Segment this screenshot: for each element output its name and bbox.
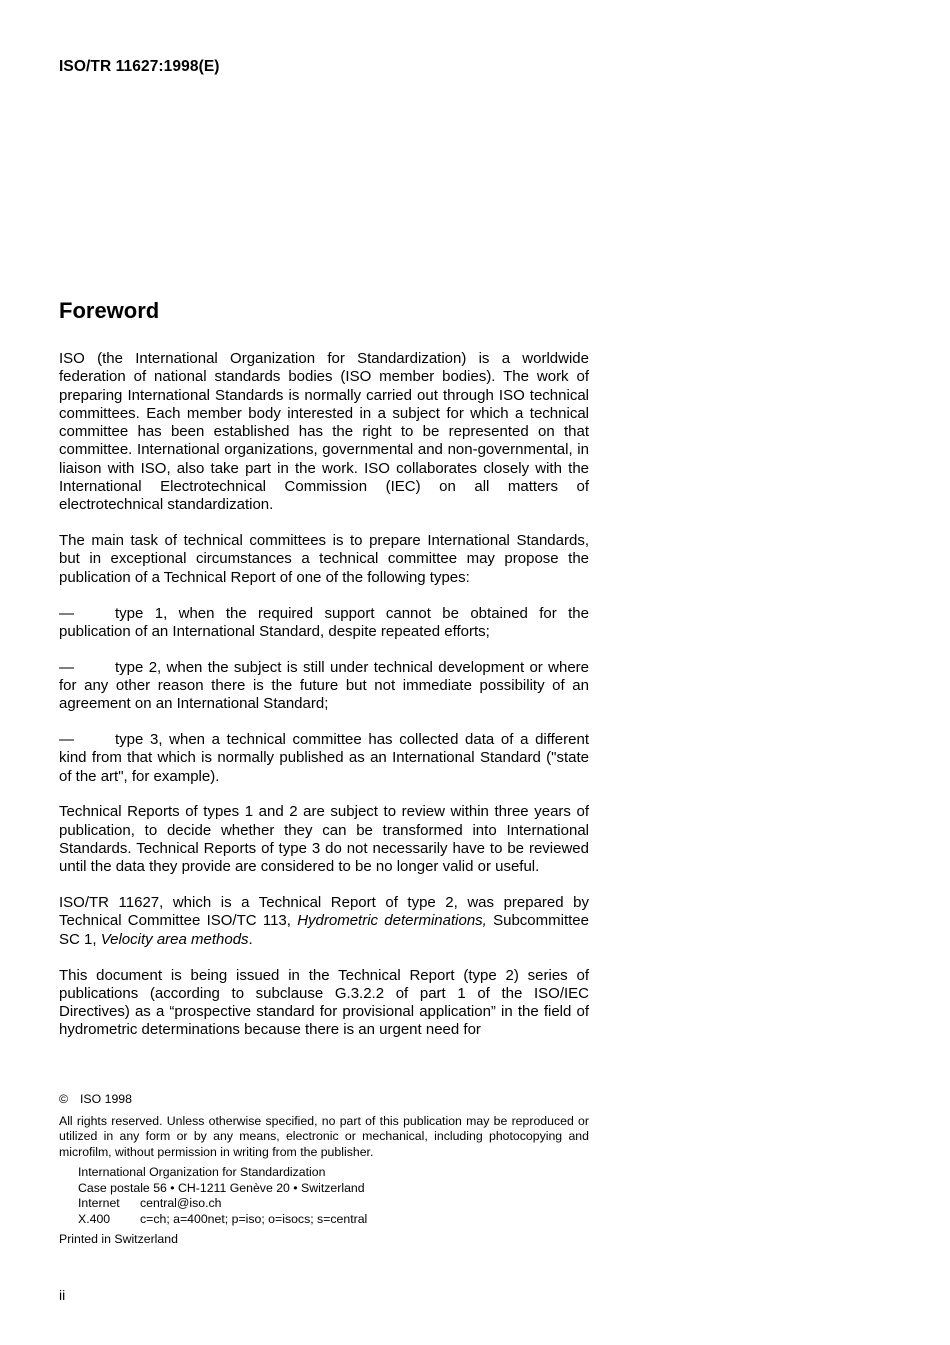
- paragraph-iso-intro: ISO (the International Organization for Standardization) is a worldwide federation of national standards bodies (ISO member bodies). The work of preparing International Standards is normally carried out through ISO technical committees. Each member body interested in a subject for which a technical committee has been established has the right to be represented on that committee. International organizations, governmental and non-governmental, in liaison with ISO, also take part in the work. ISO collaborates closely with the International Electrotechnical Commission (IEC) on all matters of electrotechnical standardization.: [59, 350, 589, 514]
- copyright-line: [59, 1092, 589, 1108]
- list-item-text: type 2, when the subject is still under technical development or where for any other reason there is the future but not immediate possibility of an agreement on an International Standard;: [59, 658, 589, 713]
- page-title: Foreword: [59, 298, 160, 323]
- list-dash: —: [59, 731, 74, 749]
- text-run: .: [248, 930, 253, 948]
- list-dash: —: [59, 604, 74, 622]
- page-number: ii: [59, 1287, 66, 1303]
- paragraph-prepared-by: [59, 894, 589, 949]
- list-item-type-2: [59, 659, 589, 714]
- postal-address: Case postale 56 • CH-1211 Genève 20 • Switzerland: [78, 1180, 365, 1195]
- x400-value: c=ch; a=400net; p=iso; o=isocs; s=central: [140, 1211, 368, 1226]
- paragraph-issued: This document is being issued in the Technical Report (type 2) series of publications (according to subclause G.3.2.2 of part 1 of the ISO/IEC Directives) as a “prospective standard for provisional application” in the field of hydrometric determinations because there is an urgent need for: [59, 966, 589, 1039]
- paragraph-review: Technical Reports of types 1 and 2 are subject to review within three years of publication, to decide whether they can be transformed into International Standards. Technical Reports of type 3 do not necessarily have to be reviewed until the data they provide are considered to be no longer valid or useful.: [59, 803, 589, 876]
- list-item-type-1: [59, 605, 589, 642]
- list-item-text: type 3, when a technical committee has collected data of a different kind from that which is normally published as an International Standard ("state of the art", for example).: [59, 731, 589, 785]
- list-item-type-3: [59, 731, 589, 786]
- copyright-block: [59, 1092, 589, 1248]
- text-run: ISO/TR 11627, which is a Technical Report of type 2, was prepared by Technical Committee ISO/TC 113,: [59, 894, 589, 930]
- x400-row: [78, 1212, 589, 1228]
- org-name: International Organization for Standardization: [78, 1165, 326, 1179]
- rights-notice: All rights reserved. Unless otherwise specified, no part of this publication may be reproduced or utilized in any form or by any means, electronic or mechanical, including photocopying and microfilm, without permission in writing from the publisher.: [59, 1113, 589, 1159]
- internet-row: [78, 1196, 589, 1212]
- publisher-address: [59, 1165, 589, 1227]
- printed-in: Printed in Switzerland: [59, 1232, 178, 1246]
- x400-label: X.400: [78, 1211, 111, 1226]
- text-run: Subcommittee SC 1,: [59, 912, 589, 948]
- internet-value: central@iso.ch: [140, 1196, 222, 1210]
- list-dash: —: [59, 658, 74, 676]
- copyright-year: ISO 1998: [80, 1092, 132, 1106]
- subcommittee-title: Velocity area methods: [100, 930, 249, 948]
- list-item-text: type 1, when the required support cannot be obtained for the publication of an International Standard, despite repeated efforts;: [59, 604, 589, 640]
- document-id-header: ISO/TR 11627:1998(E): [59, 58, 220, 75]
- paragraph-main-task: The main task of technical committees is to prepare International Standards, but in exceptional circumstances a technical committee may propose the publication of a Technical Report of one of the following types:: [59, 532, 589, 586]
- copyright-symbol: ©: [59, 1092, 69, 1106]
- committee-title: Hydrometric determinations,: [297, 912, 487, 930]
- foreword-body: [59, 350, 589, 1057]
- internet-label: Internet: [78, 1196, 120, 1210]
